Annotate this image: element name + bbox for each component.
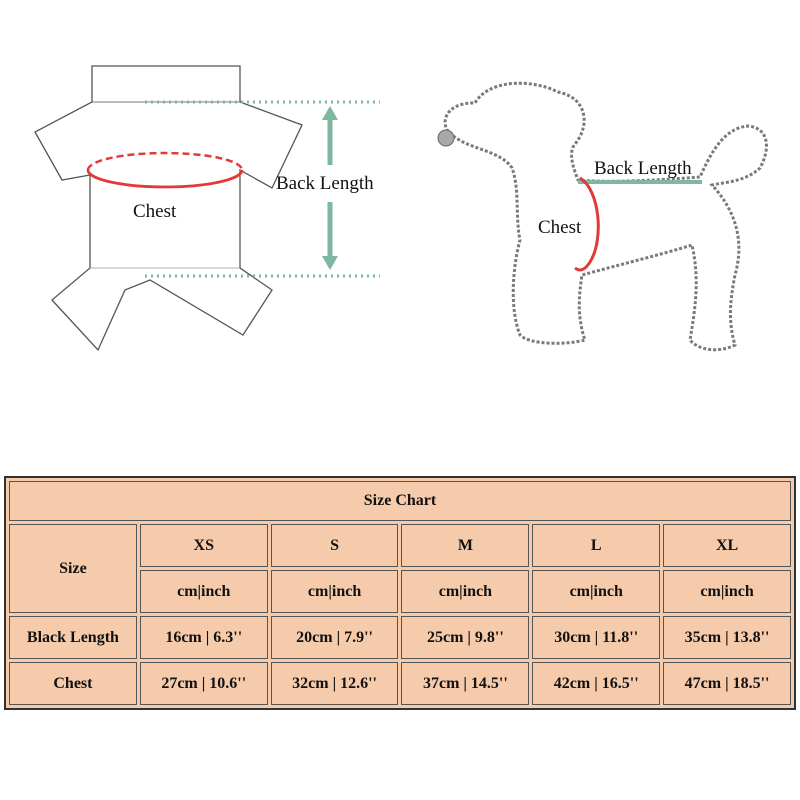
size-chart [4, 476, 796, 710]
size-label-cell: Size [9, 524, 137, 613]
dog-chest-label: Chest [538, 217, 582, 238]
size-header-xl: XL [663, 524, 791, 567]
garment-chest-label: Chest [133, 201, 177, 222]
garment-back-length-label: Back Length [276, 173, 374, 194]
chest-s: 32cm | 12.6'' [271, 662, 399, 705]
back-length-s: 20cm | 7.9'' [271, 616, 399, 659]
garment-illustration [35, 66, 380, 350]
unit-cell-xs: cm|inch [140, 570, 268, 613]
dog-nose-icon [438, 130, 454, 146]
dog-illustration [438, 83, 766, 350]
size-chart-title: Size Chart [9, 481, 791, 521]
back-length-xs: 16cm | 6.3'' [140, 616, 268, 659]
back-length-l: 30cm | 11.8'' [532, 616, 660, 659]
chest-row [9, 662, 791, 705]
size-header-s: S [271, 524, 399, 567]
back-length-xl: 35cm | 13.8'' [663, 616, 791, 659]
dog-back-length-label: Back Length [594, 158, 692, 179]
size-header-l: L [532, 524, 660, 567]
back-length-m: 25cm | 9.8'' [401, 616, 529, 659]
unit-cell-xl: cm|inch [663, 570, 791, 613]
back-length-row [9, 616, 791, 659]
chest-xs: 27cm | 10.6'' [140, 662, 268, 705]
chest-m: 37cm | 14.5'' [401, 662, 529, 705]
dog-outline [445, 83, 766, 350]
unit-cell-l: cm|inch [532, 570, 660, 613]
back-length-row-label: Black Length [9, 616, 137, 659]
unit-cell-m: cm|inch [401, 570, 529, 613]
chest-row-label: Chest [9, 662, 137, 705]
chest-xl: 47cm | 18.5'' [663, 662, 791, 705]
size-header-xs: XS [140, 524, 268, 567]
size-header-row [9, 524, 791, 567]
chest-l: 42cm | 16.5'' [532, 662, 660, 705]
size-header-m: M [401, 524, 529, 567]
unit-cell-s: cm|inch [271, 570, 399, 613]
size-chart-title-row [9, 481, 791, 521]
size-chart-table [6, 478, 794, 708]
